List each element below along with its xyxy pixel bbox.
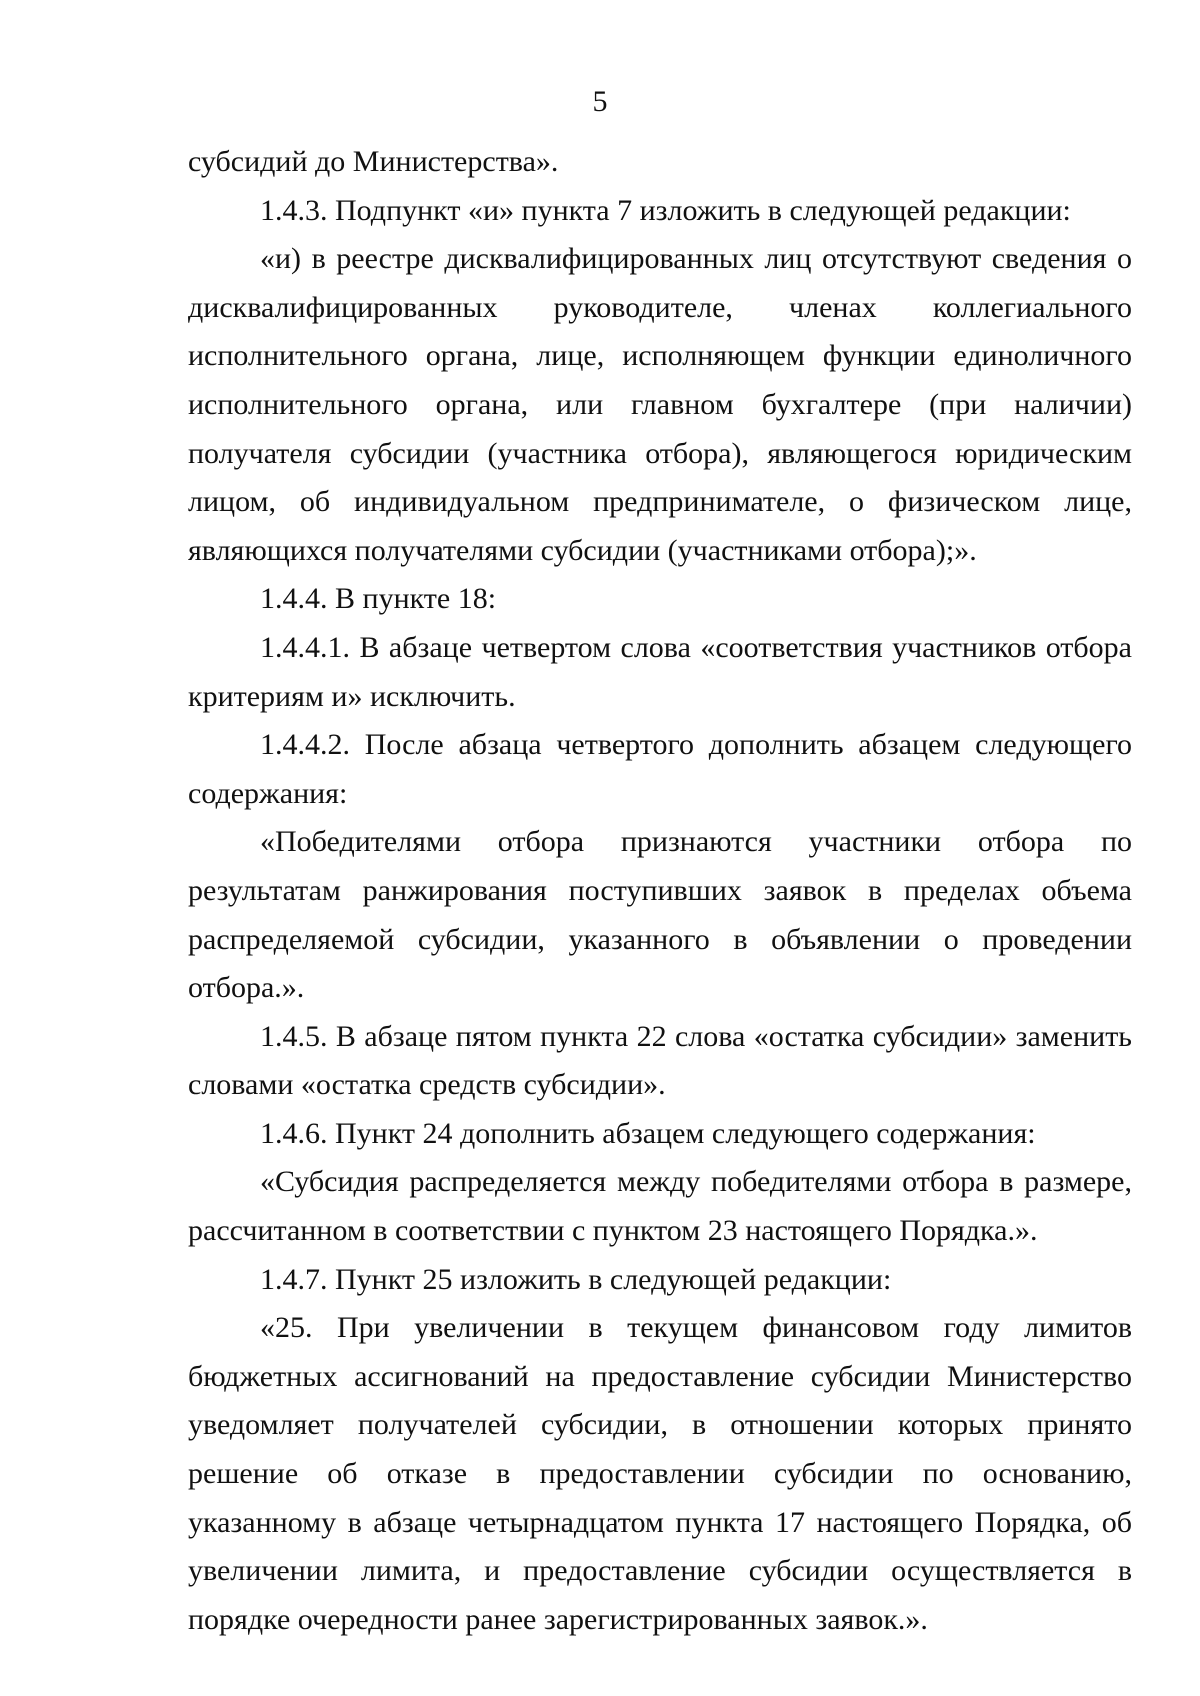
paragraph-1-4-5: 1.4.5. В абзаце пятом пункта 22 слова «остатка субсидии» заменить словами «остатка средств субсидии». <box>188 1019 1132 1102</box>
paragraph-quote-winners: «Победителями отбора признаются участники отбора по результатам ранжирования поступивших заявок в пределах объема распределяемой субсидии, указанного в объявлении о проведении отбора.». <box>188 825 1132 1005</box>
paragraph-quote-i: «и) в реестре дисквалифицированных лиц отсутствуют сведения о дисквалифицированных руководителе, членах коллегиального исполнительного органа, лице, исполняющем функции единоличного исполнительного органа, или главном бухгалтере (при наличии) получателя субсидии (участника отбора), являющегося юридическим лицом, об индивидуальном предпринимателе, о физическом лице, являющихся получателями субсидии (участниками отбора);». <box>188 242 1132 567</box>
paragraph-quote-25: «25. При увеличении в текущем финансовом году лимитов бюджетных ассигнований на предоставление субсидии Министерство уведомляет получателей субсидии, в отношении которых принято решение об отказе в предоставлении субсидии по основанию, указанному в абзаце четырнадцатом пункта 17 настоящего Порядка, об увеличении лимита, и предоставление субсидии осуществляется в порядке очередности ранее зарегистрированных заявок.». <box>188 1311 1132 1636</box>
document-body <box>188 138 1132 1644</box>
paragraph-1-4-4-1: 1.4.4.1. В абзаце четвертом слова «соответствия участников отбора критериям и» исключить. <box>188 630 1132 713</box>
paragraph-1-4-6: 1.4.6. Пункт 24 дополнить абзацем следующего содержания: <box>260 1116 1036 1150</box>
page-number: 5 <box>592 85 608 118</box>
paragraph-1-4-3: 1.4.3. Подпункт «и» пункта 7 изложить в следующей редакции: <box>260 193 1071 227</box>
paragraph-1-4-7: 1.4.7. Пункт 25 изложить в следующей редакции: <box>260 1262 892 1296</box>
paragraph-1-4-4-2: 1.4.4.2. После абзаца четвертого дополнить абзацем следующего содержания: <box>188 728 1132 810</box>
paragraph-continuation: субсидий до Министерства». <box>188 145 559 178</box>
paragraph-1-4-4: 1.4.4. В пункте 18: <box>260 582 497 616</box>
paragraph-quote-subsidy: «Субсидия распределяется между победителями отбора в размере, рассчитанном в соответствии с пунктом 23 настоящего Порядка.». <box>188 1165 1132 1248</box>
